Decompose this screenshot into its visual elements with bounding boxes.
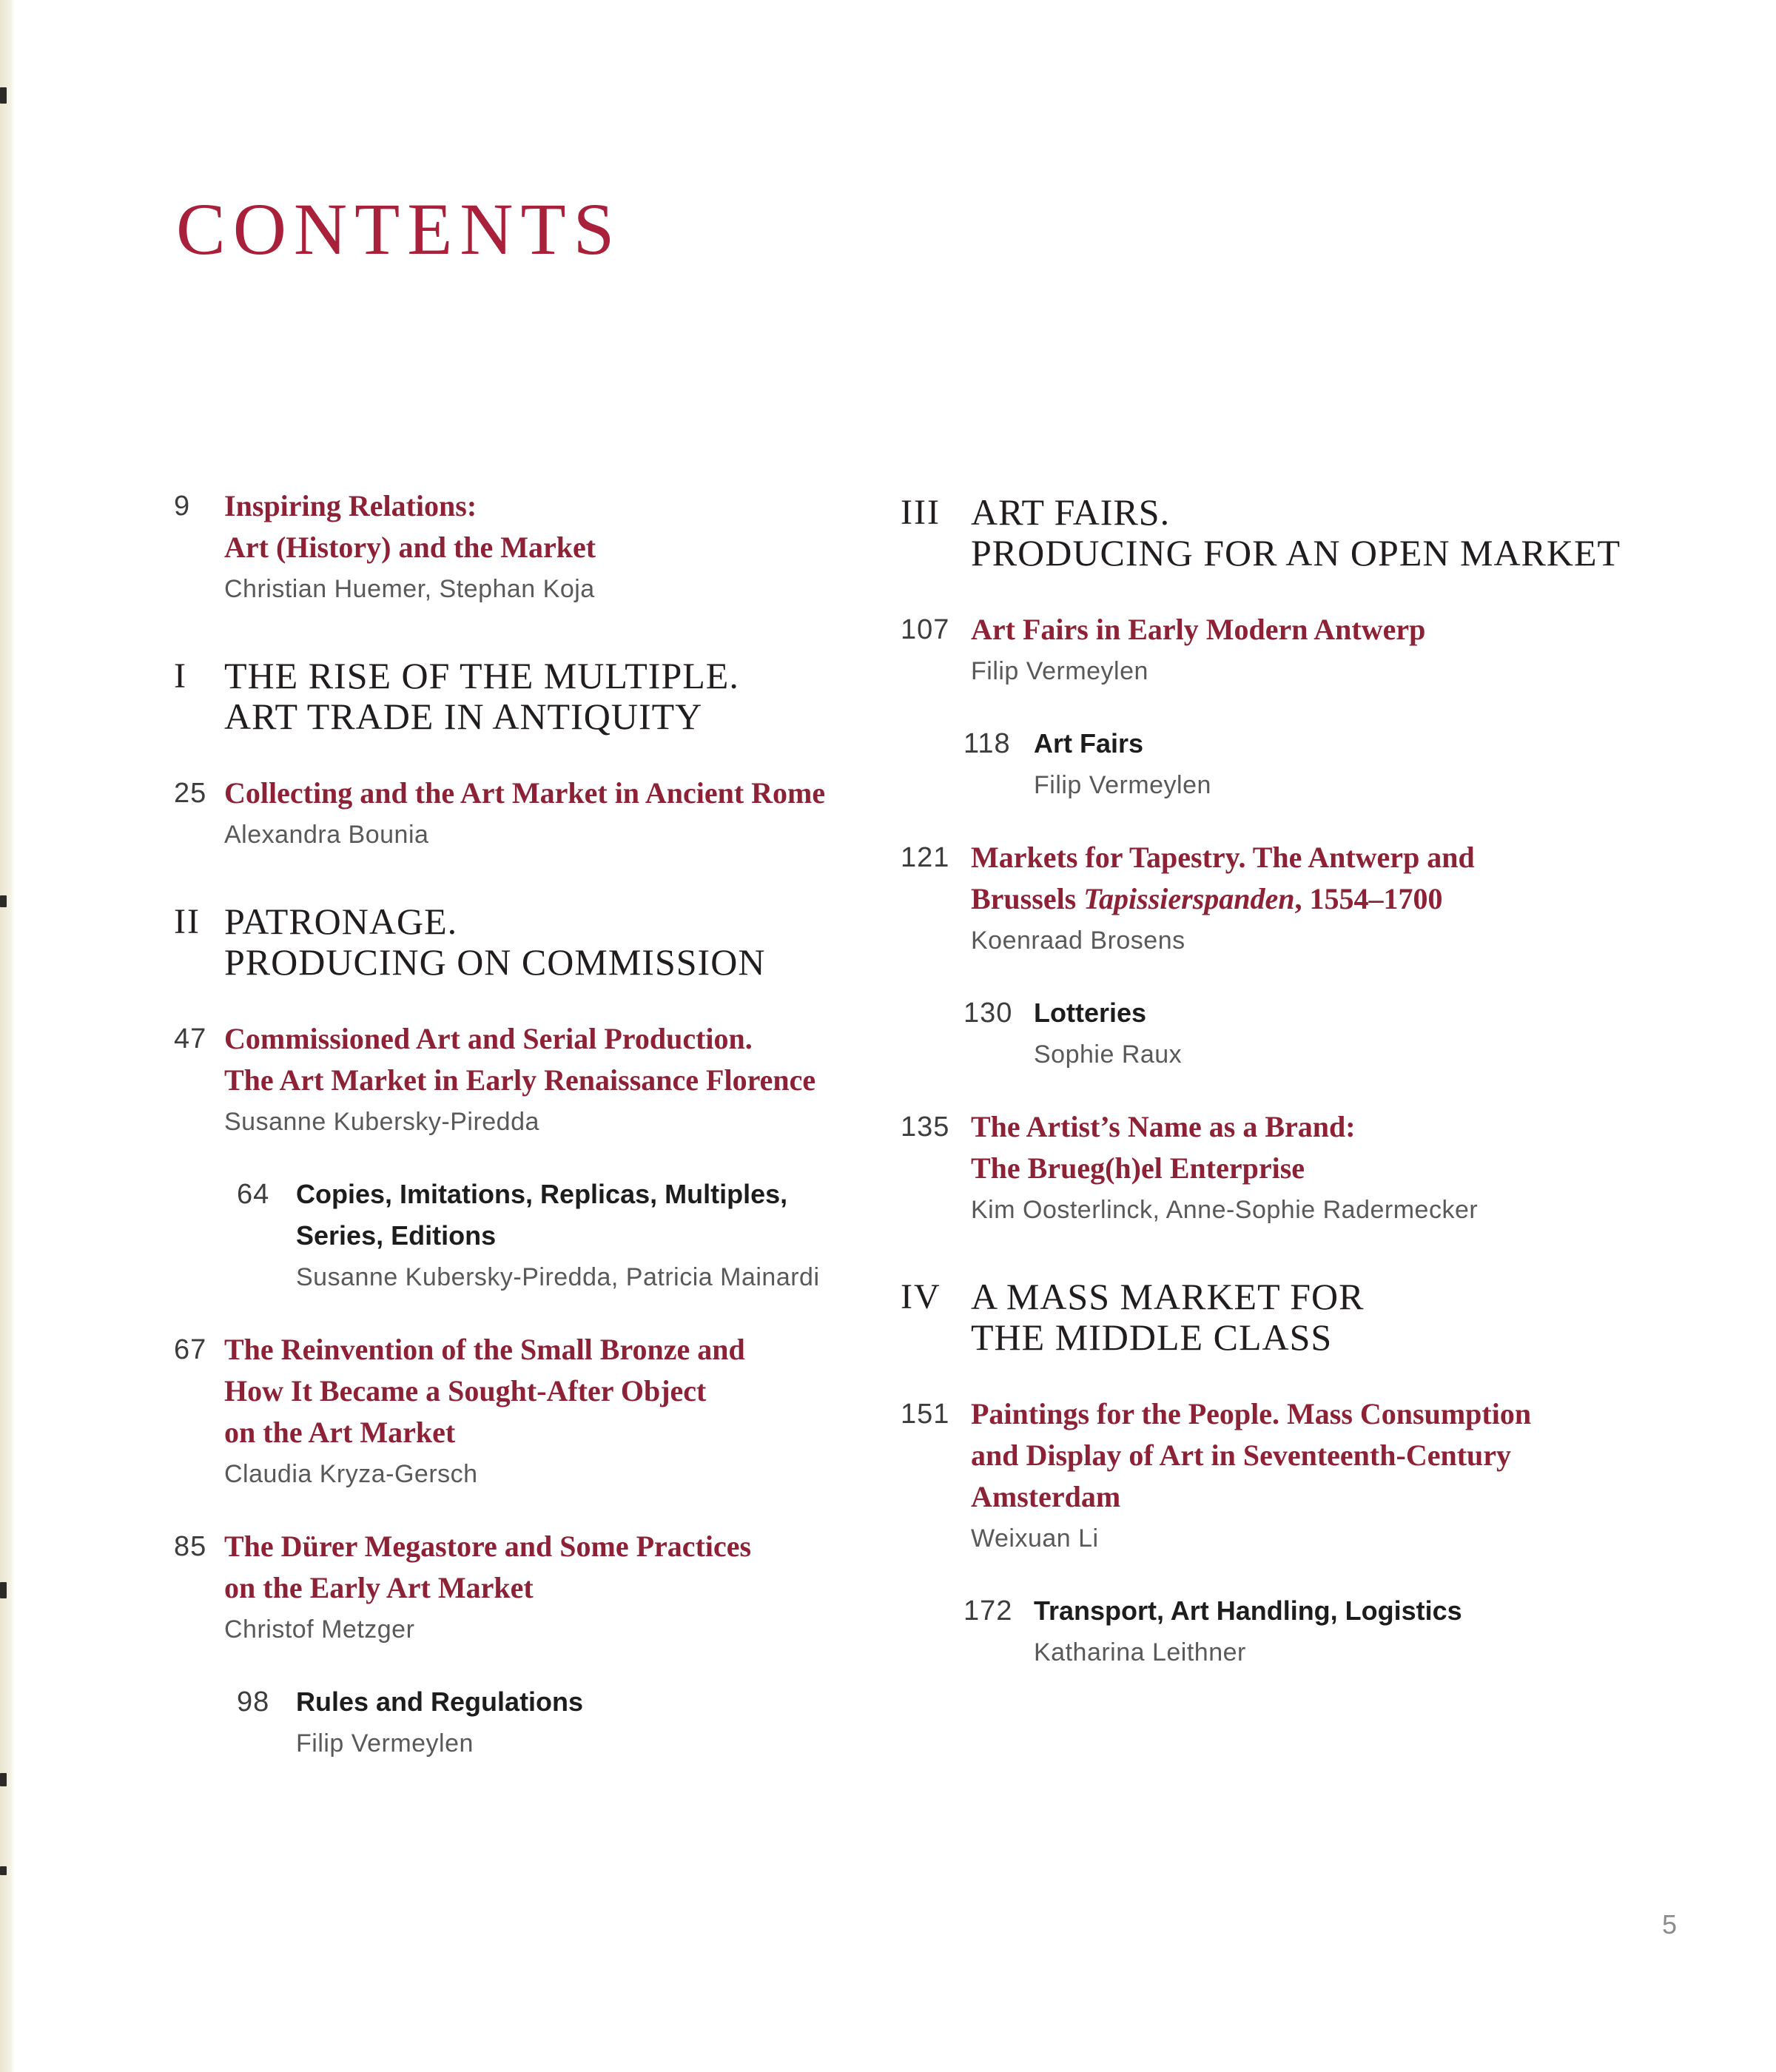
entry-authors: Weixuan Li — [971, 1524, 1099, 1553]
toc-entry — [901, 1106, 1766, 1231]
toc-subentry — [237, 1174, 921, 1298]
entry-number: 107 — [901, 614, 950, 645]
toc-entry — [174, 1329, 921, 1495]
entry-text — [224, 656, 921, 737]
section-numeral: II — [174, 902, 201, 941]
section-title-line: ART TRADE IN ANTIQUITY — [224, 696, 703, 737]
entry-title-line: Lotteries — [1034, 998, 1147, 1028]
toc-entry — [174, 773, 921, 855]
entry-authors: Kim Oosterlinck, Anne-Sophie Radermecker — [971, 1196, 1479, 1224]
toc-column-right — [901, 492, 1766, 1704]
entry-text — [296, 1174, 921, 1298]
entry-number: 98 — [237, 1686, 270, 1718]
entry-title-line: Inspiring Relations: — [224, 489, 477, 522]
entry-title-line: Paintings for the People. Mass Consumption — [971, 1397, 1532, 1430]
contents-title: CONTENTS — [176, 188, 622, 270]
entry-text — [224, 1526, 921, 1650]
entry-title-line: Art Fairs in Early Modern Antwerp — [971, 613, 1426, 646]
section-title-line: A MASS MARKET FOR — [971, 1276, 1365, 1317]
entry-text — [971, 609, 1766, 692]
entry-title-line: Art Fairs — [1034, 728, 1144, 758]
entry-text — [296, 1681, 921, 1764]
page-number: 5 — [1662, 1909, 1678, 1940]
entry-number: 64 — [237, 1179, 270, 1210]
toc-entry — [174, 1018, 921, 1143]
entry-text — [224, 1329, 921, 1495]
entry-number: 67 — [174, 1334, 207, 1365]
toc-column-left — [174, 485, 921, 1795]
entry-title-line: The Dürer Megastore and Some Practices — [224, 1530, 752, 1563]
entry-title-line: The Reinvention of the Small Bronze and — [224, 1333, 745, 1366]
entry-title-line: and Display of Art in Seventeenth-Century — [971, 1439, 1512, 1472]
entry-authors: Filip Vermeylen — [1034, 771, 1211, 799]
entry-number: 172 — [963, 1595, 1013, 1627]
toc-entry — [901, 837, 1766, 961]
entry-authors: Christof Metzger — [224, 1615, 415, 1644]
scan-mark — [0, 1866, 7, 1875]
entry-text — [971, 837, 1766, 961]
section-title-line: THE RISE OF THE MULTIPLE. — [224, 655, 739, 696]
section-title-line: PRODUCING ON COMMISSION — [224, 941, 766, 983]
scan-mark — [0, 1582, 7, 1598]
entry-title-line: Collecting and the Art Market in Ancient Rome — [224, 776, 826, 810]
entry-text — [1034, 992, 1766, 1075]
entry-text — [971, 492, 1766, 574]
scan-mark — [0, 87, 7, 104]
entry-authors: Koenraad Brosens — [971, 926, 1185, 955]
entry-text — [224, 485, 921, 610]
scan-mark — [0, 1773, 7, 1786]
entry-authors: Christian Huemer, Stephan Koja — [224, 575, 595, 603]
entry-title-line: Art (History) and the Market — [224, 531, 596, 564]
entry-authors: Susanne Kubersky-Piredda, Patricia Mainardi — [296, 1263, 820, 1291]
entry-number: 130 — [963, 998, 1013, 1029]
entry-number: 121 — [901, 842, 950, 873]
entry-title-line: Brussels Tapissierspanden, 1554–1700 — [971, 882, 1443, 915]
section-title-line: ART FAIRS. — [971, 491, 1171, 533]
toc-subentry — [963, 992, 1766, 1075]
entry-title-line: How It Became a Sought-After Object — [224, 1374, 707, 1407]
entry-number: 135 — [901, 1111, 950, 1143]
toc-subentry — [963, 723, 1766, 806]
section-title-line: PATRONAGE. — [224, 901, 458, 942]
entry-title-line: Transport, Art Handling, Logistics — [1034, 1595, 1462, 1626]
toc-entry — [901, 609, 1766, 692]
toc-subentry — [237, 1681, 921, 1764]
entry-text — [971, 1276, 1766, 1358]
entry-text — [971, 1106, 1766, 1231]
entry-number: 151 — [901, 1399, 950, 1430]
page-edge-strip — [0, 0, 15, 2072]
section-title-line: PRODUCING FOR AN OPEN MARKET — [971, 532, 1621, 574]
entry-title-line: Amsterdam — [971, 1480, 1121, 1513]
toc-entry — [174, 1526, 921, 1650]
entry-authors: Alexandra Bounia — [224, 821, 429, 849]
toc-section — [174, 656, 921, 737]
entry-title-line: Commissioned Art and Serial Production. — [224, 1022, 753, 1055]
section-numeral: III — [901, 493, 941, 532]
entry-title-line: on the Early Art Market — [224, 1571, 534, 1604]
entry-authors: Claudia Kryza-Gersch — [224, 1460, 478, 1488]
toc-section — [174, 901, 921, 983]
section-numeral: I — [174, 656, 187, 696]
entry-text — [224, 773, 921, 855]
toc-subentry — [963, 1590, 1766, 1673]
section-numeral: IV — [901, 1277, 941, 1316]
toc-section — [901, 492, 1766, 574]
entry-text — [224, 901, 921, 983]
toc-entry — [901, 1393, 1766, 1559]
entry-text — [971, 1393, 1766, 1559]
entry-number: 25 — [174, 778, 207, 809]
entry-title-line: The Brueg(h)el Enterprise — [971, 1151, 1305, 1185]
entry-number: 85 — [174, 1531, 207, 1562]
entry-title-line: Markets for Tapestry. The Antwerp and — [971, 841, 1475, 874]
scan-mark — [0, 895, 7, 907]
entry-title-line: The Art Market in Early Renaissance Florence — [224, 1063, 816, 1097]
entry-title-line: on the Art Market — [224, 1416, 456, 1449]
entry-authors: Filip Vermeylen — [971, 657, 1148, 685]
entry-title-line: The Artist’s Name as a Brand: — [971, 1110, 1356, 1143]
section-title-line: THE MIDDLE CLASS — [971, 1316, 1333, 1358]
entry-number: 118 — [963, 728, 1011, 759]
toc-entry — [174, 485, 921, 610]
entry-text — [1034, 1590, 1766, 1673]
entry-number: 47 — [174, 1023, 207, 1054]
entry-title-line: Rules and Regulations — [296, 1686, 584, 1717]
entry-text — [1034, 723, 1766, 806]
entry-authors: Sophie Raux — [1034, 1040, 1183, 1069]
entry-title-line: Series, Editions — [296, 1220, 497, 1251]
entry-authors: Katharina Leithner — [1034, 1638, 1246, 1666]
entry-title-line: Copies, Imitations, Replicas, Multiples, — [296, 1179, 788, 1209]
entry-authors: Susanne Kubersky-Piredda — [224, 1108, 539, 1136]
toc-section — [901, 1276, 1766, 1358]
entry-text — [224, 1018, 921, 1143]
entry-authors: Filip Vermeylen — [296, 1729, 474, 1758]
entry-number: 9 — [174, 491, 191, 522]
